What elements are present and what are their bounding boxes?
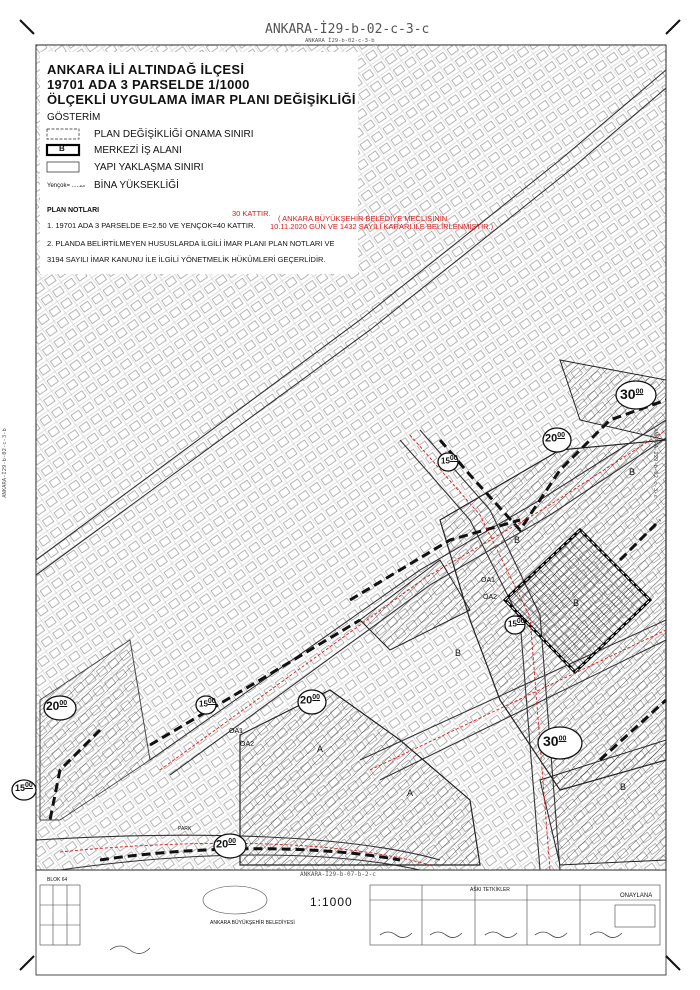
height-bubble: $30^{00}$ (620, 386, 644, 402)
height-bubble: $20^{00}$ (545, 432, 566, 445)
legend-cbd-symbol: B (59, 144, 65, 153)
approval-stamp-label: ONAYLANA (620, 893, 653, 899)
bottom-sheet-label: ANKARA-İ29-b-07-b-2-c (300, 871, 376, 878)
height-bubble: $15^{00}$ (15, 782, 33, 793)
legend-item-building-setback: YAPI YAKLAŞMA SINIRI (94, 162, 204, 173)
zone-label: B (573, 598, 580, 608)
park-label: PARK (178, 826, 192, 832)
setback-label: OA2 (483, 594, 498, 601)
approvals-heading: ASKI TETKİKLER (470, 887, 510, 893)
height-bubble: $20^{00}$ (216, 838, 237, 851)
top-sheet-label: ANKARA-İ29-b-02-c-3-c (265, 22, 430, 37)
title-line-2: 19701 ADA 3 PARSELDE 1/1000 (47, 77, 250, 92)
zone-label: A (407, 788, 414, 798)
legend-height-prefix: Yençok= ....... (47, 183, 84, 189)
map-scale: 1:1000 (310, 895, 353, 909)
plan-note-1-correction: 30 KATTIR. (232, 209, 271, 218)
plan-notes-heading: PLAN NOTLARI (47, 207, 100, 214)
council-decision-line-1: ( ANKARA BÜYÜKŞEHİR BELEDİYE MECLİSİNİN (278, 214, 448, 223)
legend-heading: GÖSTERİM (47, 112, 101, 123)
height-bubble: $15^{00}$ (508, 618, 525, 629)
height-bubble: $20^{00}$ (300, 694, 321, 707)
height-bubble: $15^{00}$ (199, 698, 216, 709)
legend-item-central-business-area: MERKEZİ İŞ ALANI (94, 145, 182, 156)
zone-label: B (620, 782, 627, 792)
legend-item-approval-boundary: PLAN DEĞİŞİKLİĞİ ONAMA SINIRI (94, 129, 254, 140)
zone-label: B (455, 648, 462, 658)
title-line-1: ANKARA İLİ ALTINDAĞ İLÇESİ (47, 62, 245, 77)
height-bubble: $15^{00}$ (441, 455, 458, 466)
height-bubble: $20^{00}$ (46, 699, 68, 713)
setback-label: OA2 (240, 741, 255, 748)
top-sub-sheet-label: ANKARA İ29-b-02-c-3-b (305, 38, 375, 44)
council-decision-line-2: 10.11.2020 GÜN VE 1432 SAYILI KARARI İLE BELİRLENMİŞTİR.) (270, 222, 494, 231)
zone-label: B (514, 535, 521, 545)
zone-label: A (317, 744, 324, 754)
height-bubble: $30^{00}$ (543, 733, 567, 749)
legend-item-building-height: BİNA YÜKSEKLİĞİ (94, 180, 179, 191)
left-sheet-label: ANKARA-İ29-b-02-c-3-b (1, 428, 8, 498)
plan-note-1: 1. 19701 ADA 3 PARSELDE E=2.50 VE YENÇOK=40 KATTIR. (47, 221, 256, 230)
zone-label: B (629, 467, 636, 477)
right-sheet-label: ANKARA-İ29-b-02-c-3-c (651, 428, 658, 498)
setback-label: OA1 (481, 577, 496, 584)
title-line-3: ÖLÇEKLİ UYGULAMA İMAR PLANI DEĞİŞİKLİĞİ (47, 92, 356, 107)
setback-label: OA1 (229, 728, 244, 735)
plan-note-2-line-1: 2. PLANDA BELİRTİLMEYEN HUSUSLARDA İLGİLİ İMAR PLANI PLAN NOTLARI VE (47, 239, 335, 248)
block-label: BLOK 64 (47, 877, 68, 883)
plan-note-2-line-2: 3194 SAYILI İMAR KANUNU İLE İLGİLİ YÖNETMELİK HÜKÜMLERİ GEÇERLİDİR. (47, 255, 326, 264)
municipality-seal-text: ANKARA BÜYÜKŞEHİR BELEDİYESİ (210, 920, 295, 926)
